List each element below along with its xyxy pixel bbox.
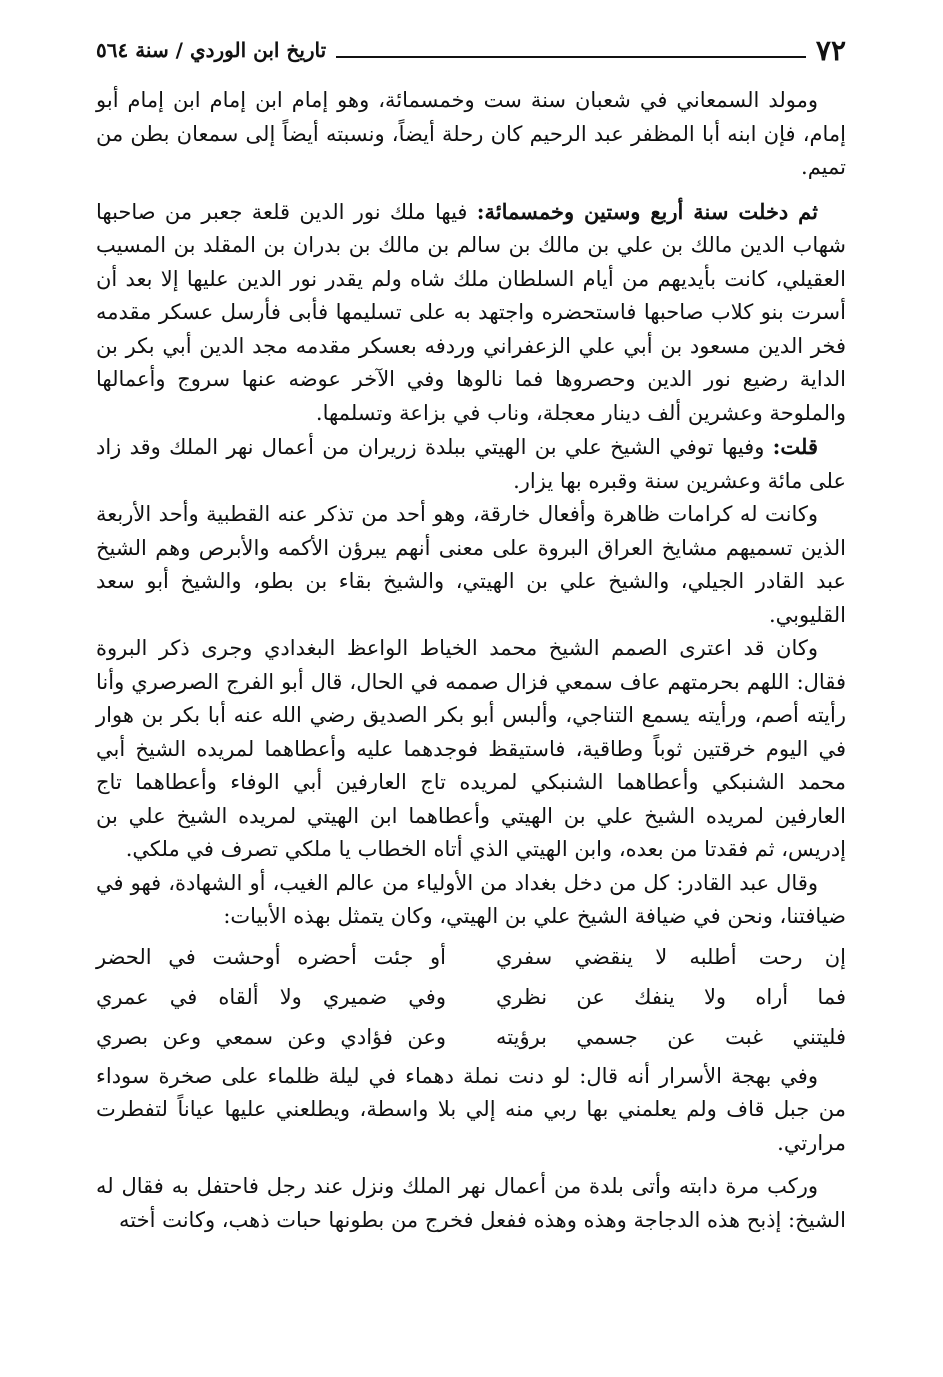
paragraph-samani-birth	[96, 84, 846, 185]
verse-second-hemistich: وفي ضميري ولا ألقاه في عمري	[96, 984, 446, 1009]
paragraph-text: فيها ملك نور الدين قلعة جعبر من صاحبها شهاب الدين مالك بن علي بن مالك بن سالم بن مالك بن بدران بن المقلد بن المسيب العقيلي، كانت بأيديهم من أيام السلطان ملك شاه ولم يقدر نور الدين عليها إلا بعد أن أسرت بنو كلاب صاحبها فاستحضره واجتهد به على تسليمها فأبى فأرسل عسكر مقدمه فخر الدين مسعود بن أبي علي الزعفراني وردفه بعسكر مقدمه مجد الدين أبي بكر بن الداية رضيع نور الدين وحصروها فما نالوها وفي الآخر عوضه عنها سروج وأعمالها والملوحة وعشرين ألف دينار معجلة، وناب في بزاعة وتسلمها.	[96, 199, 846, 425]
running-title: تاريخ ابن الوردي / سنة ٥٦٤	[96, 38, 327, 62]
poem	[96, 938, 846, 1058]
poem-verse	[96, 938, 846, 978]
paragraph-riding	[96, 1170, 846, 1237]
paragraph-lead: قلت:	[772, 434, 818, 459]
paragraph-deafness	[96, 632, 846, 867]
paragraph-text: وفيها توفي الشيخ علي بن الهيتي ببلدة زريران من أعمال نهر الملك وقد زاد على مائة وعشرين سنة وقبره بها يزار.	[96, 435, 846, 493]
page-number: ٧٢	[815, 33, 846, 67]
verse-first-hemistich: فما أراه ولا ينفك عن نظري	[496, 984, 846, 1009]
poem-verse	[96, 1018, 846, 1058]
paragraph-karamat	[96, 498, 846, 632]
paragraph-abdulqadir	[96, 867, 846, 934]
paragraph-text: وكان قد اعترى الصمم الشيخ محمد الخياط الواعظ البغدادي وجرى ذكر البروة فقال: اللهم بحرمتهم عاف سمعي فزال صممه في الحال، قال أبو الفرج الصرصري وأنا رأيته أصم، ورأيته يسمع التناجي، وألبس أبو بكر الصديق رضي الله عنه أبا بكر بن هوار في اليوم خرقتين ثوباً وطاقية، فاستيقظ فوجدهما عليه وأعطاهما لمريده الشيخ أبي محمد الشنبكي وأعطاهما الشنبكي لمريده تاج العارفين أبي الوفاء وأعطاهما تاج العارفين لمريده الشيخ علي بن الهيتي وأعطاهما ابن الهيتي لمريده الشيخ علي بن إدريس، ثم فقدتا من بعده، وابن الهيتي الذي أتاه الخطاب يا ملكي تصرف في ملكي.	[96, 636, 846, 861]
poem-verse	[96, 978, 846, 1018]
paragraph-text: وفي بهجة الأسرار أنه قال: لو دنت نملة دهماء في ليلة ظلماء على صخرة سوداء من جبل قاف ولم يعلمني بها ربي منه إلي بلا واسطة، ويطلعني عليها عياناً لتفطرت مرارتي.	[96, 1063, 846, 1155]
paragraph-bahjat-al-asrar	[96, 1060, 846, 1161]
paragraph-text: وقال عبد القادر: كل من دخل بغداد من الأولياء من عالم الغيب، أو الشهادة، فهو في ضيافتنا، ونحن في ضيافة الشيخ علي بن الهيتي، وكان يتمثل بهذه الأبيات:	[96, 870, 846, 928]
paragraph-year-564	[96, 195, 846, 431]
header-rule	[336, 56, 806, 58]
page-header	[96, 30, 846, 70]
verse-second-hemistich: أو جئت أحضره أوحشت في الحضر	[96, 944, 446, 969]
paragraph-text: وركب مرة دابته وأتى بلدة من أعمال نهر الملك ونزل عند رجل فاحتفل به فقال له الشيخ: إذبح هذه الدجاجة وهذه وهذه ففعل فخرج من بطونها حبات ذهب، وكانت أخته	[96, 1174, 846, 1232]
paragraph-text: وكانت له كرامات ظاهرة وأفعال خارقة، وهو أحد من تذكر عنه القطبية وأحد الأربعة الذين تسميهم مشايخ العراق البروة على معنى أنهم يبرؤن الأكمه والأبرص وهم الشيخ عبد القادر الجيلي، والشيخ علي بن الهيتي، والشيخ بقاء بن بطو، والشيخ أبو سعد القليوبي.	[96, 502, 846, 627]
verse-second-hemistich: وعن فؤادي وعن سمعي وعن بصري	[96, 1024, 446, 1049]
verse-first-hemistich: إن رحت أطلبه لا ينقضي سفري	[496, 944, 846, 969]
paragraph-text: ومولد السمعاني في شعبان سنة ست وخمسمائة، وهو إمام ابن إمام ابن إمام أبو إمام، فإن ابنه أبا المظفر عبد الرحيم كان رحلة أيضاً، ونسبته أيضاً إلى سمعان بطن من تميم.	[96, 88, 846, 179]
paragraph-lead: ثم دخلت سنة أربع وستين وخمسمائة:	[476, 198, 819, 224]
paragraph-death-notice	[96, 430, 846, 498]
verse-first-hemistich: فليتني غبت عن جسمي برؤيته	[496, 1024, 846, 1049]
page-body	[96, 84, 846, 1237]
